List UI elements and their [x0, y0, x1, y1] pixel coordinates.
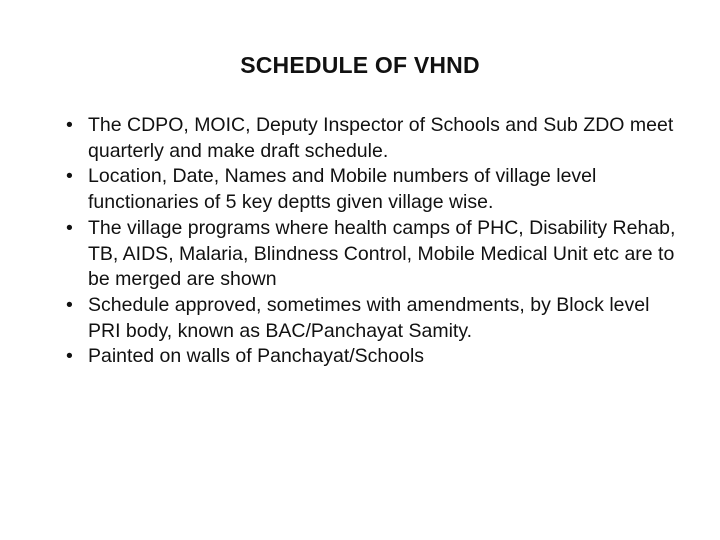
bullet-icon: • — [66, 165, 73, 188]
bullet-icon: • — [66, 114, 73, 136]
bullet-item-4 — [66, 293, 676, 344]
bullet-item-2 — [66, 164, 676, 215]
bullet-item-1 — [66, 113, 676, 164]
bullet-text-3: The village programs where health camps of PHC, Disability Rehab, TB, AIDS, Malaria, Blindness Control, Mobile Medical Unit etc are to be merged are shown — [88, 216, 676, 291]
slide-title: SCHEDULE OF VHND — [240, 52, 480, 78]
bullet-icon: • — [66, 293, 73, 316]
bullet-list — [66, 113, 676, 370]
bullet-text-4: Schedule approved, sometimes with amendments, by Block level PRI body, known as BAC/Panchayat Samity. — [88, 293, 650, 342]
bullet-icon: • — [66, 216, 73, 239]
bullet-item-5 — [66, 344, 676, 370]
bullet-text-1: The CDPO, MOIC, Deputy Inspector of Schools and Sub ZDO meet quarterly and make draft schedule. — [88, 114, 674, 162]
bullet-text-5: Painted on walls of Panchayat/Schools — [88, 345, 425, 368]
bullet-icon: • — [66, 345, 73, 368]
bullet-item-3 — [66, 216, 676, 293]
bullet-text-2: Location, Date, Names and Mobile numbers of village level functionaries of 5 key deptts given village wise. — [88, 165, 597, 214]
